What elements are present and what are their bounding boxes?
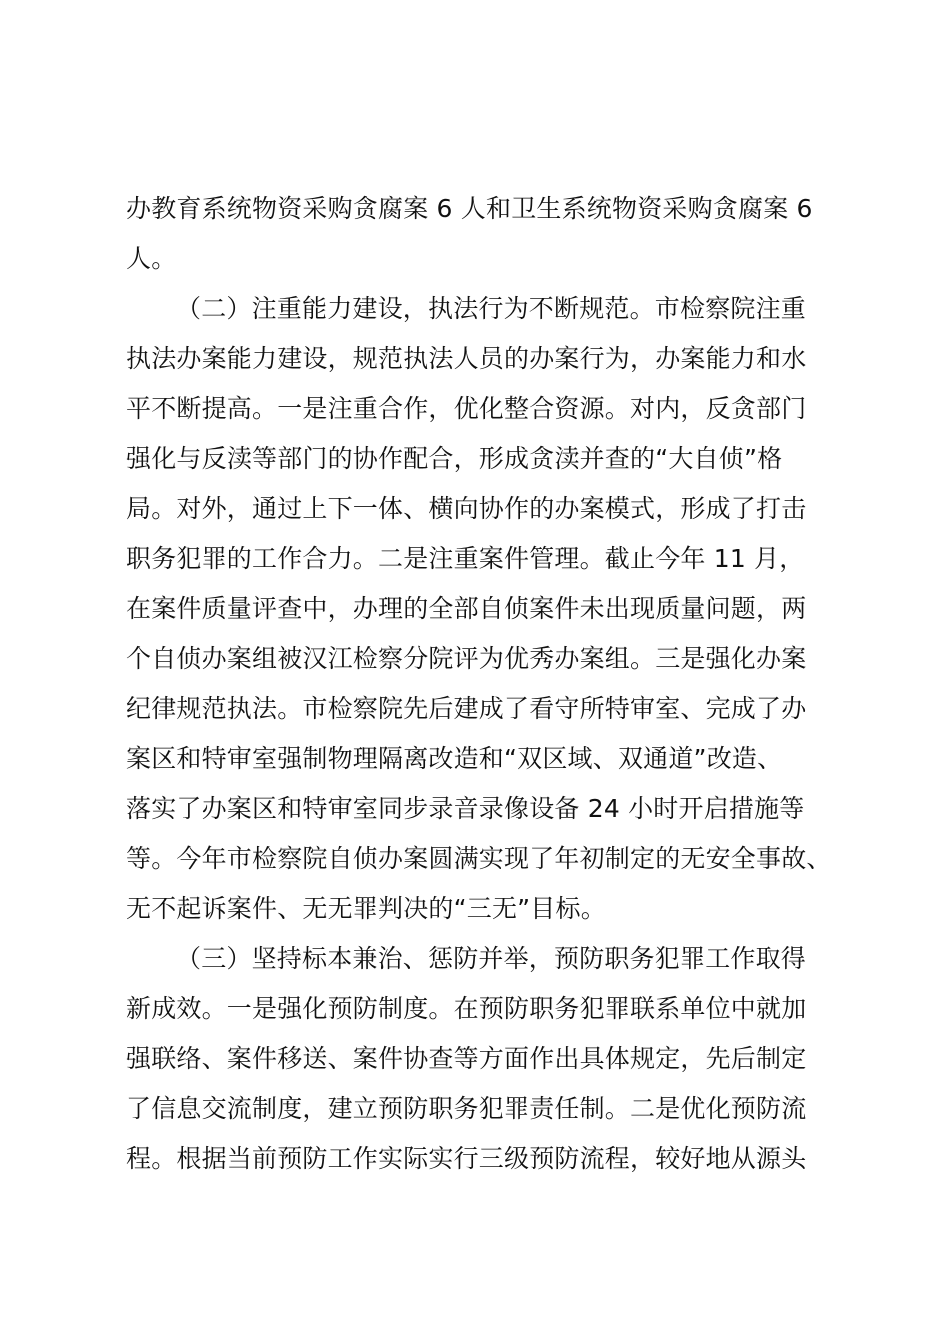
text-line-13: 落实了办案区和特审室同步录音录像设备 24 小时开启措施等 <box>126 794 805 823</box>
text-line-15: 无不起诉案件、无无罪判决的“三无”目标。 <box>126 894 606 923</box>
text-line-14: 等。今年市检察院自侦办案圆满实现了年初制定的无安全事故、 <box>126 844 832 873</box>
text-line-17: 新成效。一是强化预防制度。在预防职务犯罪联系单位中就加 <box>126 994 807 1023</box>
text-line-11: 纪律规范执法。市检察院先后建成了看守所特审室、完成了办 <box>126 694 807 723</box>
text-line-18: 强联络、案件移送、案件协查等方面作出具体规定，先后制定 <box>126 1044 807 1073</box>
text-line-2: 人。 <box>126 244 177 273</box>
section-heading-2: （二）注重能力建设，执法行为不断规范。市检察院注重 <box>176 294 807 323</box>
text-line-19: 了信息交流制度，建立预防职务犯罪责任制。二是优化预防流 <box>126 1094 807 1123</box>
text-line-7: 局。对外，通过上下一体、横向协作的办案模式，形成了打击 <box>126 494 807 523</box>
text-line-10: 个自侦办案组被汉江检察分院评为优秀办案组。三是强化办案 <box>126 644 807 673</box>
text-line-4: 执法办案能力建设，规范执法人员的办案行为，办案能力和水 <box>126 344 807 373</box>
text-line-1: 办教育系统物资采购贪腐案 6 人和卫生系统物资采购贪腐案 6 <box>126 194 813 223</box>
text-line-6: 强化与反渎等部门的协作配合，形成贪渎并查的“大自侦”格 <box>126 444 783 473</box>
text-line-5: 平不断提高。一是注重合作，优化整合资源。对内，反贪部门 <box>126 394 807 423</box>
section-heading-3: （三）坚持标本兼治、惩防并举，预防职务犯罪工作取得 <box>176 944 807 973</box>
text-line-12: 案区和特审室强制物理隔离改造和“双区域、双通道”改造、 <box>126 744 783 773</box>
text-line-9: 在案件质量评查中，办理的全部自侦案件未出现质量问题，两 <box>126 594 807 623</box>
text-line-8: 职务犯罪的工作合力。二是注重案件管理。截止今年 11 月， <box>126 544 805 573</box>
text-line-20: 程。根据当前预防工作实际实行三级预防流程，较好地从源头 <box>126 1144 807 1173</box>
